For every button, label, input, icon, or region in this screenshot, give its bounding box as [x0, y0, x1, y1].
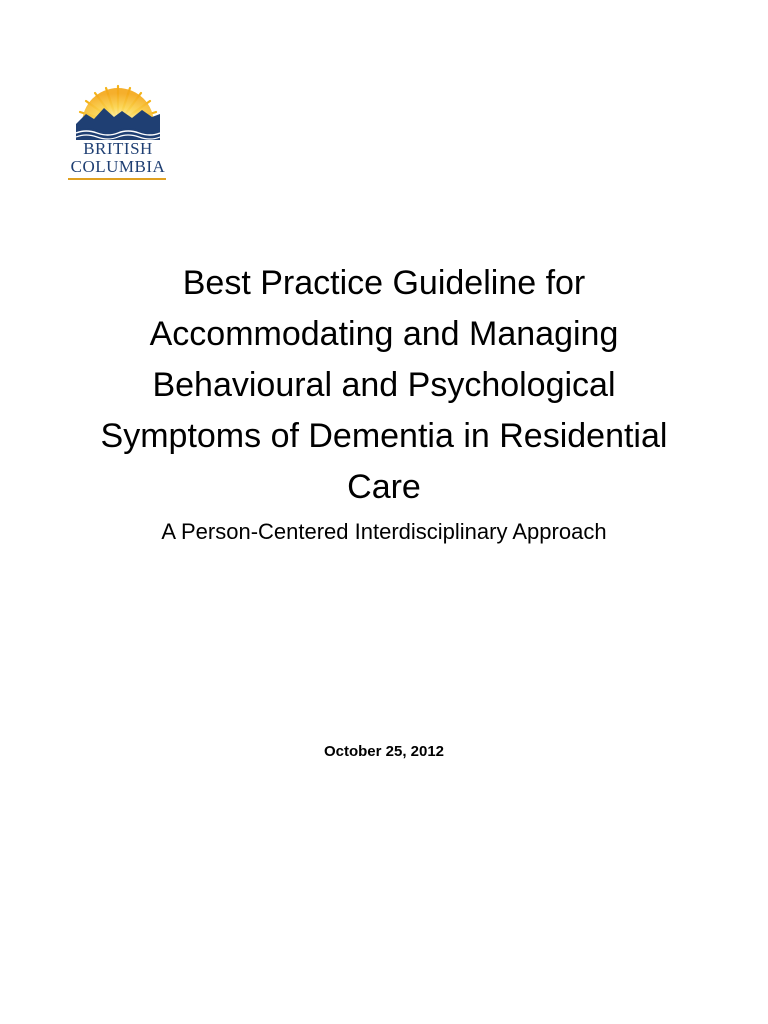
- title-line: Accommodating and Managing: [149, 315, 619, 353]
- bc-logo: [62, 84, 174, 184]
- title-line: Behavioural and Psychological: [152, 366, 616, 404]
- title-line: Symptoms of Dementia in Residential: [100, 417, 668, 455]
- logo-text-columbia: COLUMBIA: [70, 157, 166, 176]
- document-subtitle: A Person-Centered Interdisciplinary Approach: [161, 519, 607, 544]
- logo-underline: [68, 178, 166, 180]
- document-title: [40, 258, 728, 513]
- title-line: Best Practice Guideline for: [182, 264, 586, 302]
- document-date: October 25, 2012: [323, 743, 445, 760]
- logo-text-british: BRITISH: [83, 139, 153, 158]
- title-line: Care: [347, 468, 421, 506]
- sunrise-mountains-icon: [76, 84, 160, 140]
